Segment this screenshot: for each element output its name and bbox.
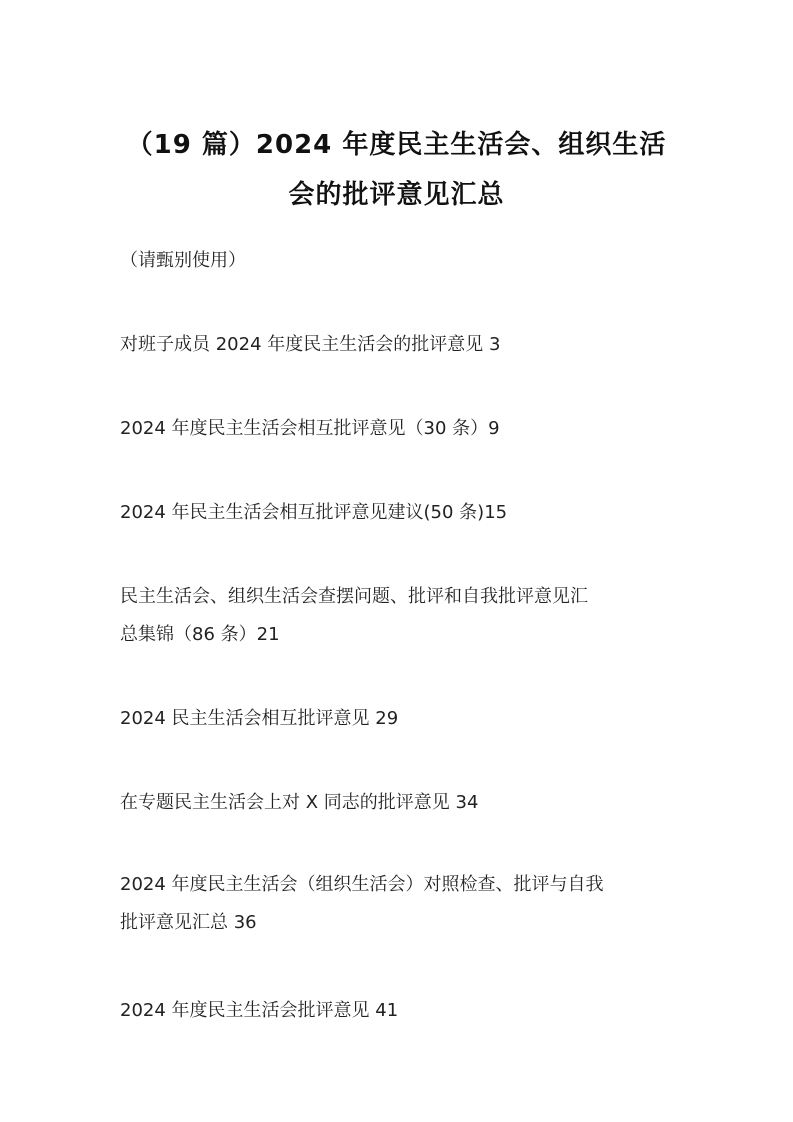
toc-entry-text: 2024 年度民主生活会（组织生活会）对照检查、批评与自我 [120, 874, 604, 895]
page-title [100, 120, 693, 220]
toc-entry-text: 2024 年度民主生活会批评意见 41 [120, 1000, 399, 1021]
usage-note: （请甄别使用） [120, 250, 246, 271]
toc-entry[interactable] [120, 578, 680, 654]
toc-entry[interactable] [120, 326, 680, 364]
title-line-1: （19 篇）2024 年度民主生活会、组织生活 [126, 130, 667, 160]
toc-entry-text: 总集锦（86 条）21 [120, 624, 280, 645]
toc-entry[interactable] [120, 992, 680, 1030]
toc-entry[interactable] [120, 784, 680, 822]
title-line-2: 会的批评意见汇总 [288, 180, 505, 210]
toc-entry-text: 2024 年度民主生活会相互批评意见（30 条）9 [120, 418, 500, 439]
toc-entry-text: 2024 年民主生活会相互批评意见建议(50 条)15 [120, 502, 508, 523]
toc-entry[interactable] [120, 866, 680, 942]
toc-entry-text: 批评意见汇总 36 [120, 912, 257, 933]
toc-entry-text: 民主生活会、组织生活会查摆问题、批评和自我批评意见汇 [120, 586, 588, 607]
toc-entry-text: 对班子成员 2024 年度民主生活会的批评意见 3 [120, 334, 501, 355]
toc-entry[interactable] [120, 494, 680, 532]
toc-entry[interactable] [120, 410, 680, 448]
toc-entry-text: 2024 民主生活会相互批评意见 29 [120, 708, 399, 729]
toc-entry-text: 在专题民主生活会上对 X 同志的批评意见 34 [120, 792, 479, 813]
toc-entry[interactable] [120, 700, 680, 738]
